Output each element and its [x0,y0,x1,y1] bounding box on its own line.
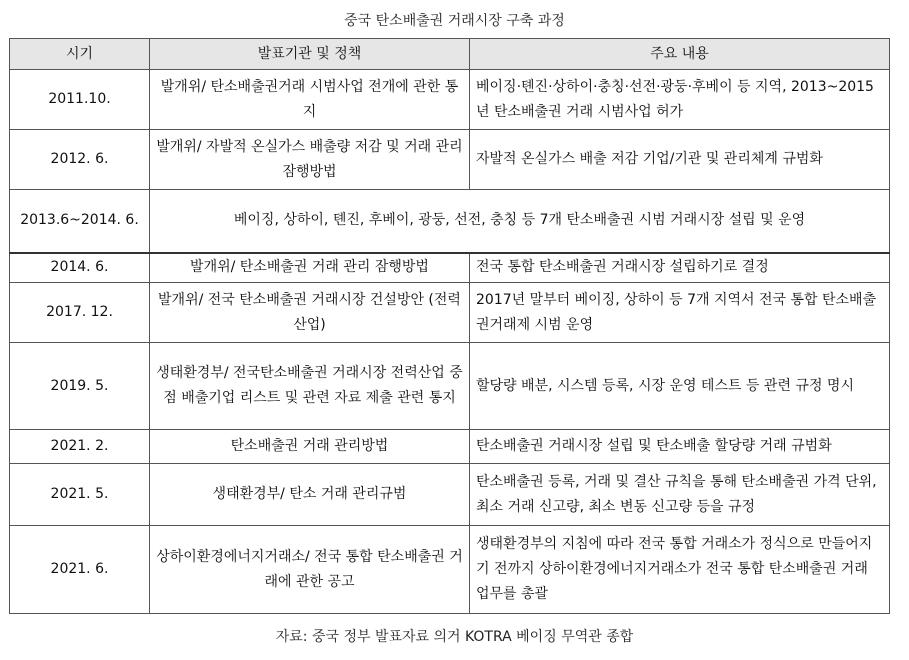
row-content: 자발적 온실가스 배출 저감 기업/기관 및 관리체계 규범화 [470,130,890,190]
table-row [10,130,890,190]
table-row [10,430,890,464]
row-date: 2021. 2. [10,430,150,464]
row-date: 2011.10. [10,70,150,130]
row-merged-content: 베이징, 상하이, 톈진, 후베이, 광둥, 선전, 충칭 등 7개 탄소배출권 시범 거래시장 설립 및 운영 [150,190,890,253]
row-content: 베이징·톈진·상하이·충칭·선전·광둥·후베이 등 지역, 2013~2015년 탄소배출권 거래 시범사업 허가 [470,70,890,130]
row-content: 전국 통합 탄소배출권 거래시장 설립하기로 결정 [470,253,890,283]
row-date: 2017. 12. [10,283,150,343]
table-row [10,526,890,614]
row-date: 2012. 6. [10,130,150,190]
row-agency-policy: 발개위/ 전국 탄소배출권 거래시장 건설방안 (전력산업) [150,283,470,343]
header-main-content: 주요 내용 [470,39,890,70]
table-row [10,190,890,253]
row-agency-policy: 발개위/ 탄소배출권거래 시범사업 전개에 관한 통지 [150,70,470,130]
row-date: 2013.6~2014. 6. [10,190,150,253]
row-content: 2017년 말부터 베이징, 상하이 등 7개 지역서 전국 통합 탄소배출권거래제 시범 운영 [470,283,890,343]
row-agency-policy: 생태환경부/ 전국탄소배출권 거래시장 전력산업 중점 배출기업 리스트 및 관련 자료 제출 관련 통지 [150,343,470,430]
row-agency-policy: 발개위/ 탄소배출권 거래 관리 잠행방법 [150,253,470,283]
table-row [10,70,890,130]
table-row [10,253,890,283]
table-row [10,464,890,526]
row-content: 탄소배출권 거래시장 설립 및 탄소배출 할당량 거래 규범화 [470,430,890,464]
table-row [10,343,890,430]
row-content: 할당량 배분, 시스템 등록, 시장 운영 테스트 등 관련 규정 명시 [470,343,890,430]
row-agency-policy: 생태환경부/ 탄소 거래 관리규범 [150,464,470,526]
header-row [10,39,890,70]
table-title: 중국 탄소배출권 거래시장 구축 과정 [344,13,565,29]
header-agency-policy: 발표기관 및 정책 [150,39,470,70]
row-date: 2019. 5. [10,343,150,430]
row-date: 2021. 6. [10,526,150,614]
table-row [10,283,890,343]
row-agency-policy: 상하이환경에너지거래소/ 전국 통합 탄소배출권 거래에 관한 공고 [150,526,470,614]
row-content: 생태환경부의 지침에 따라 전국 통합 거래소가 정식으로 만들어지기 전까지 상하이환경에너지거래소가 전국 통합 탄소배출권 거래 업무를 총괄 [470,526,890,614]
policy-timeline-table [9,38,890,614]
source-note: 자료: 중국 정부 발표자료 의거 KOTRA 베이징 무역관 종합 [275,629,634,645]
row-date: 2014. 6. [10,253,150,283]
row-agency-policy: 탄소배출권 거래 관리방법 [150,430,470,464]
row-date: 2021. 5. [10,464,150,526]
row-content: 탄소배출권 등록, 거래 및 결산 규칙을 통해 탄소배출권 가격 단위, 최소 거래 신고량, 최소 변동 신고량 등을 규정 [470,464,890,526]
row-agency-policy: 발개위/ 자발적 온실가스 배출량 저감 및 거래 관리 잠행방법 [150,130,470,190]
header-period: 시기 [10,39,150,70]
